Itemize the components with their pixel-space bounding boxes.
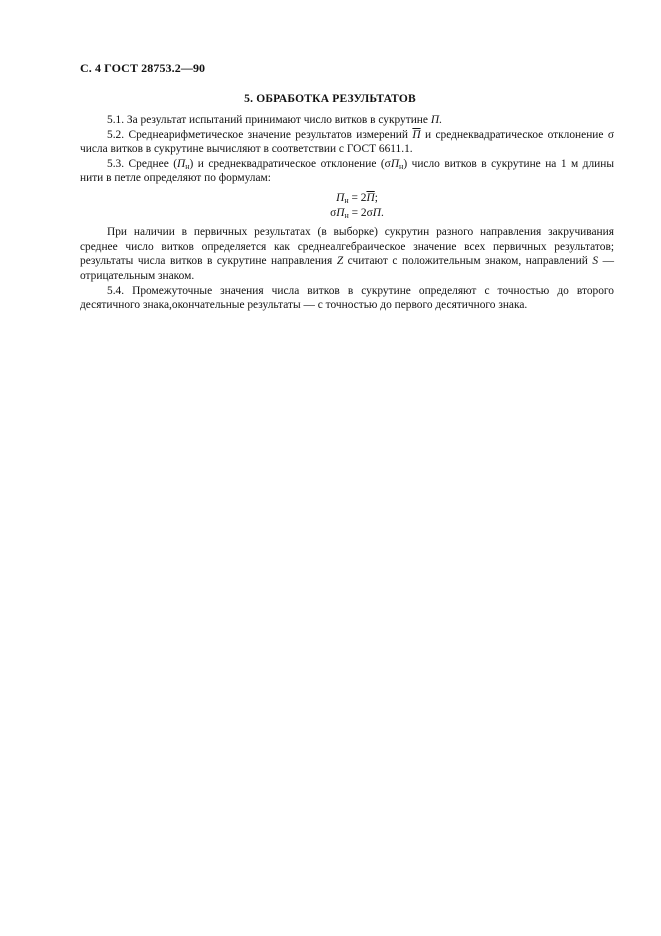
formula-eq: = 2 xyxy=(348,191,367,204)
paragraph-5-3-text-a: 5.3. Среднее ( xyxy=(107,157,178,170)
formula-lhs: П xyxy=(336,191,345,204)
page-header: С. 4 ГОСТ 28753.2—90 xyxy=(80,61,206,75)
document-body xyxy=(80,113,614,313)
paragraph-5-4: 5.4. Промежуточные значения числа витков в сукрутине определяют с точностью до второго десятичного знака,окончательные результаты — с точностью до первого десятичного знака. xyxy=(80,284,614,312)
formula-pre: σ xyxy=(330,206,337,219)
formula-mean xyxy=(100,191,614,206)
paragraph-text-b: считают с положительным знаком, направлений xyxy=(343,255,593,268)
formula-end: ; xyxy=(374,191,378,204)
formula-lhs: П xyxy=(336,206,345,219)
paragraph-text-a: При наличии в первичных результатах (в выборке) сукрутин разного направления закручивания среднее число витков определяется как среднеалгебраическое значение всех первичных результатов; результаты числа витков в сукрутине направления xyxy=(80,226,614,268)
paragraph-mixed-directions xyxy=(80,225,614,283)
paragraph-5-3-text-b: ) и среднеквадратическое отклонение (σ xyxy=(189,157,391,170)
symbol-s: S xyxy=(592,255,599,268)
formula-end: . xyxy=(381,206,384,219)
formula-sub: н xyxy=(344,210,349,220)
symbol-p-n-sigma: П xyxy=(390,157,400,170)
paragraph-5-2-text-a: 5.2. Среднеарифметическое значение результатов измерений xyxy=(107,128,413,141)
paragraph-5-2-text-b: и среднеквадратическое отклонение σ числа витков в сукрутине вычисляют в соответствии с ГОСТ 6611.1. xyxy=(80,128,614,156)
formula-eq: = 2σ xyxy=(348,206,373,219)
symbol-p-n: П xyxy=(177,157,186,170)
period: . xyxy=(439,114,442,126)
section-title: 5. ОБРАБОТКА РЕЗУЛЬТАТОВ xyxy=(244,93,416,105)
paragraph-5-2 xyxy=(80,128,614,157)
paragraph-5-1-text: 5.1. За результат испытаний принимают число витков в сукрутине xyxy=(107,114,431,126)
paragraph-5-3 xyxy=(80,157,614,186)
subscript-n: н xyxy=(185,161,190,171)
formulas xyxy=(80,191,614,220)
paragraph-5-1 xyxy=(80,113,614,128)
symbol-p: П xyxy=(430,114,440,126)
symbol-z: Z xyxy=(336,255,344,268)
subscript-n: н xyxy=(399,161,404,171)
formula-rhs: П xyxy=(372,206,381,219)
paragraph-text-c: — отрицательным знаком. xyxy=(80,255,614,282)
paragraph-5-3-text-c: ) число витков в сукрутине на 1 м длины нити в петле определяют по формулам: xyxy=(80,157,614,185)
symbol-p-mean: П xyxy=(412,128,421,141)
formula-sub: н xyxy=(344,195,349,205)
formula-sigma xyxy=(100,206,614,221)
formula-rhs: П xyxy=(366,191,375,204)
